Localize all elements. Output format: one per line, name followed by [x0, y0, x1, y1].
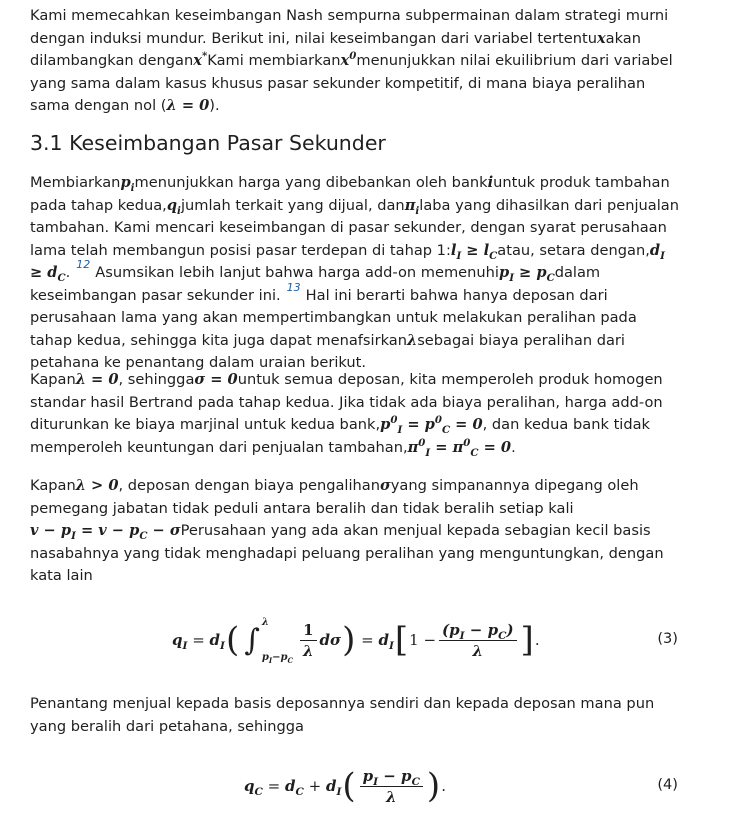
footnote-ref-12[interactable]: 12 [76, 258, 91, 272]
section-heading: 3.1 Keseimbangan Pasar Sekunder [30, 131, 386, 155]
intro-paragraph: Kami memecahkan keseimbangan Nash sempurna subpermainan dalam strategi murni dengan induksi mundur. Berikut ini, nilai keseimbangan dari variabel tertentuxakan dilambangkan denganx*Kami membiarkanx$^0$menunjukkan nilai ekuilibrium dari variabel yang sama dalam kasus khusus pasar sekunder kompetitif, di mana biaya peralihan sama dengan nol (λ = 0). [30, 7, 673, 114]
equation-3 [0, 610, 744, 670]
equation-4-number: (4) [657, 776, 678, 793]
footnote-ref-13[interactable]: 13 [286, 280, 301, 294]
equation-4-body: $q_C$ = $d_C$ + $d_I$ ( $\frac{p_I - p_C}{\lambda}$ ) . [244, 766, 446, 806]
equation-3-body: $q_I$ = $d_I$ ( ∫ λ $p_I-p_C$ $\frac{1}{\lambda}$ dσ ) = $d_I$ [ 1 − $\frac{(p_I - p_C)}{\lambda}$ ] . [172, 617, 540, 665]
paragraph-challenger: Penantang menjual kepada basis deposannya sendiri dan kepada deposan mana pun yang beralih dari petahana, sehingga [30, 695, 655, 735]
equation-4 [0, 756, 744, 816]
paragraph-zero-cost: Kapanλ = 0, sehinggaσ = 0untuk semua deposan, kita memperoleh produk homogen standar hasil Bertrand pada tahap kedua. Jika tidak ada biaya peralihan, harga add-on diturunkan ke biaya marjinal untuk kedua $bank,p^0_I = p^0_C = 0$, dan kedua bank tidak memperoleh keuntungan dari penjualan $tambahan,\pi^0_I = \pi^0_C = 0$. [30, 371, 663, 459]
paragraph-positive-cost: Kapanλ > 0, deposan dengan biaya pengalihanσyang simpanannya dipegang oleh pemegang jabatan tidak peduli antara beralih dan tidak beralih setiap kali $v - p_I = v - p_C$ − σPerusahaan yang ada akan menjual kepada sebagian kecil basis nasabahnya yang tidak menghadapi peluang peralihan yang menguntungkan, dengan kata lain [30, 477, 664, 584]
equation-3-number: (3) [657, 630, 678, 647]
paragraph-market: Membiarkanp$_i$menunjukkan harga yang dibebankan oleh bankiuntuk produk tambahan pada tahap $kedua,q_ijumlah$ terkait yang dijual, danπ$_i$laba yang dihasilkan dari penjualan tambahan. Kami mencari keseimbangan di pasar sekunder, dengan syarat perusahaan lama telah membangun posisi pasar terdepan di tahap $1:l_I$ ≥ $l_Catau$, setara $dengan,d_I \ge d_C$. $^{12}$ Asumsikan lebih lanjut bahwa harga add-on memenuhip$_I$ ≥ $p_Cdalam$ keseimbangan pasar sekunder ini. $^{13}$ Hal ini berarti bahwa hanya deposan dari perusahaan lama yang akan mempertimbangkan untuk melakukan peralihan pada tahap kedua, sehingga kita juga dapat menafsirkanλsebagai biaya peralihan dari petahana ke penantang dalam uraian berikut. [30, 174, 679, 371]
